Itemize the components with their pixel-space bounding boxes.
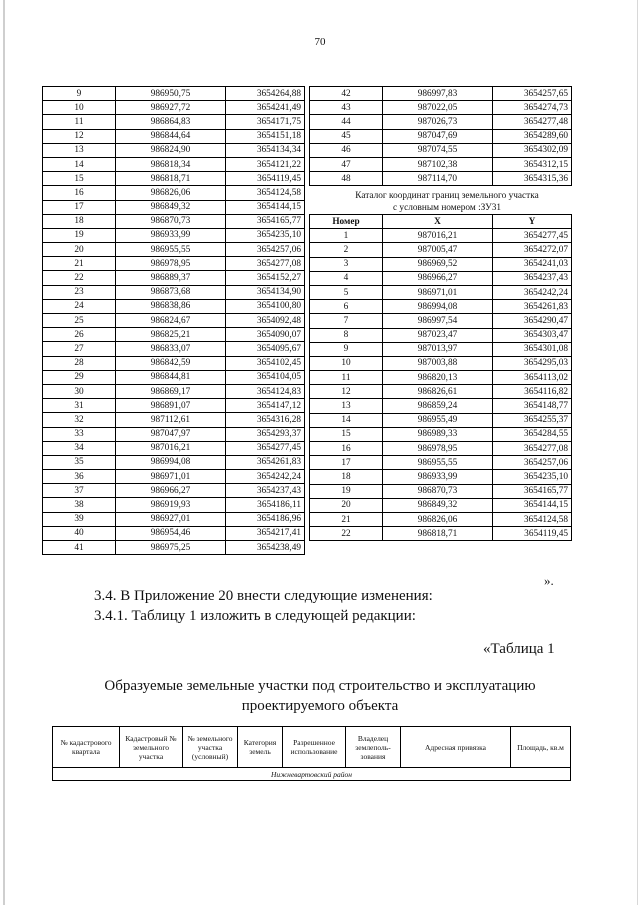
coord-x: 986870,73: [383, 484, 493, 498]
coord-x: 986838,86: [116, 299, 226, 313]
table-row: [43, 271, 305, 285]
table-row: [310, 527, 572, 541]
point-number: 44: [310, 115, 383, 129]
table-row: [310, 115, 572, 129]
coord-x: 987005,47: [383, 243, 493, 257]
coord-y: 3654134,90: [226, 285, 305, 299]
coord-x: 986954,46: [116, 526, 226, 540]
coord-x: 987047,97: [116, 427, 226, 441]
table-row: [310, 243, 572, 257]
table-row: [43, 285, 305, 299]
point-number: 16: [310, 442, 383, 456]
point-number: 38: [43, 498, 116, 512]
coord-x: 987023,47: [383, 328, 493, 342]
point-number: 17: [43, 200, 116, 214]
point-number: 1: [310, 229, 383, 243]
coord-x: 987074,55: [383, 143, 493, 157]
catalog-table-zu31: [309, 214, 572, 541]
point-number: 16: [43, 186, 116, 200]
table-row: [43, 214, 305, 228]
coord-x: 986826,06: [383, 512, 493, 526]
coord-x: 986997,83: [383, 87, 493, 101]
coord-y: 3654315,36: [493, 172, 572, 186]
coord-y: 3654165,77: [226, 214, 305, 228]
coord-x: 986870,73: [116, 214, 226, 228]
point-number: 48: [310, 172, 383, 186]
coord-x: 986820,13: [383, 371, 493, 385]
coord-y: 3654242,24: [493, 285, 572, 299]
point-number: 31: [43, 399, 116, 413]
table-row: [310, 101, 572, 115]
table-row: [43, 399, 305, 413]
coord-x: 987047,69: [383, 129, 493, 143]
coord-x: 986989,33: [383, 427, 493, 441]
point-number: 20: [43, 243, 116, 257]
coord-x: 986994,08: [116, 455, 226, 469]
coord-x: 987112,61: [116, 413, 226, 427]
point-number: 47: [310, 157, 383, 171]
coord-x: 986975,25: [116, 541, 226, 555]
table-row: [43, 228, 305, 242]
coord-y: 3654186,96: [226, 512, 305, 526]
district-name: Нижневартовский район: [53, 768, 571, 781]
point-number: 12: [310, 385, 383, 399]
coord-y: 3654100,80: [226, 299, 305, 313]
coord-y: 3654152,27: [226, 271, 305, 285]
coord-y: 3654119,45: [226, 172, 305, 186]
table-row: [43, 314, 305, 328]
header-land-category: Категория земель: [238, 727, 283, 768]
point-number: 21: [43, 257, 116, 271]
point-number: 9: [43, 87, 116, 101]
coord-y: 3654104,05: [226, 370, 305, 384]
table-row: [310, 143, 572, 157]
coord-y: 3654241,49: [226, 101, 305, 115]
coord-y: 3654092,48: [226, 314, 305, 328]
land-parcels-header-row: [53, 727, 571, 768]
coord-y: 3654290,47: [493, 314, 572, 328]
point-number: 22: [43, 271, 116, 285]
coord-x: 986891,07: [116, 399, 226, 413]
coord-x: 986844,64: [116, 129, 226, 143]
table-row: [310, 314, 572, 328]
point-number: 11: [310, 371, 383, 385]
section-heading-line2: проектируемого объекта: [241, 698, 399, 714]
catalog-table-header-row: [310, 215, 572, 229]
coord-y: 3654124,58: [226, 186, 305, 200]
table-row: [43, 526, 305, 540]
coord-x: 987022,05: [383, 101, 493, 115]
coord-y: 3654113,02: [493, 371, 572, 385]
coord-y: 3654124,58: [493, 512, 572, 526]
coord-x: 986818,34: [116, 157, 226, 171]
coord-y: 3654264,88: [226, 87, 305, 101]
header-y: Y: [493, 215, 572, 229]
point-number: 45: [310, 129, 383, 143]
coord-y: 3654316,28: [226, 413, 305, 427]
paragraph-3-4: 3.4. В Приложение 20 внести следующие изменения:: [94, 588, 433, 604]
table-row: [43, 384, 305, 398]
coord-x: 986824,67: [116, 314, 226, 328]
point-number: 11: [43, 115, 116, 129]
point-number: 6: [310, 300, 383, 314]
coord-y: 3654235,10: [493, 470, 572, 484]
table-row: [310, 442, 572, 456]
point-number: 7: [310, 314, 383, 328]
coord-y: 3654134,34: [226, 143, 305, 157]
coord-y: 3654302,09: [493, 143, 572, 157]
table-row: [310, 371, 572, 385]
table-row: [310, 456, 572, 470]
point-number: 25: [43, 314, 116, 328]
coord-x: 986818,71: [116, 172, 226, 186]
coord-x: 986927,72: [116, 101, 226, 115]
coord-y: 3654144,15: [493, 498, 572, 512]
point-number: 42: [310, 87, 383, 101]
table-row: [43, 200, 305, 214]
coord-y: 3654186,11: [226, 498, 305, 512]
coord-x: 986933,99: [116, 228, 226, 242]
coord-y: 3654151,18: [226, 129, 305, 143]
coord-x: 986826,06: [116, 186, 226, 200]
header-permitted-use: Разрешенное использование: [283, 727, 346, 768]
coord-x: 986966,27: [116, 484, 226, 498]
point-number: 13: [43, 143, 116, 157]
point-number: 3: [310, 257, 383, 271]
header-address: Адресная привязка: [401, 727, 511, 768]
coord-y: 3654303,47: [493, 328, 572, 342]
coordinates-table-left: [42, 86, 305, 555]
table-row: [310, 413, 572, 427]
scan-edge-left: [3, 0, 5, 905]
coord-x: 986844,81: [116, 370, 226, 384]
point-number: 2: [310, 243, 383, 257]
table-row: [310, 300, 572, 314]
point-number: 27: [43, 342, 116, 356]
coord-y: 3654257,65: [493, 87, 572, 101]
coord-y: 3654293,37: [226, 427, 305, 441]
point-number: 46: [310, 143, 383, 157]
header-owner: Владелец землеполь-зования: [346, 727, 401, 768]
point-number: 17: [310, 456, 383, 470]
point-number: 15: [310, 427, 383, 441]
table-row: [310, 427, 572, 441]
coord-x: 986966,27: [383, 271, 493, 285]
header-conditional-number: № земельного участка (условный): [183, 727, 238, 768]
coord-x: 986955,55: [383, 456, 493, 470]
table-row: [310, 342, 572, 356]
point-number: 18: [310, 470, 383, 484]
coord-y: 3654147,12: [226, 399, 305, 413]
coord-y: 3654284,55: [493, 427, 572, 441]
coord-x: 986969,52: [383, 257, 493, 271]
coord-y: 3654272,07: [493, 243, 572, 257]
point-number: 29: [43, 370, 116, 384]
header-number: Номер: [310, 215, 383, 229]
point-number: 20: [310, 498, 383, 512]
coordinates-table-right-top-body: [310, 87, 572, 186]
coord-y: 3654148,77: [493, 399, 572, 413]
point-number: 37: [43, 484, 116, 498]
coord-y: 3654289,60: [493, 129, 572, 143]
coord-x: 986933,99: [383, 470, 493, 484]
point-number: 18: [43, 214, 116, 228]
coord-x: 986950,75: [116, 87, 226, 101]
catalog-caption-line1: Каталог координат границ земельного участка: [355, 191, 539, 201]
coord-x: 986955,49: [383, 413, 493, 427]
table-row: [43, 512, 305, 526]
coord-y: 3654277,08: [493, 442, 572, 456]
table-row: [310, 512, 572, 526]
coord-x: 986833,07: [116, 342, 226, 356]
point-number: 35: [43, 455, 116, 469]
table-row: [310, 385, 572, 399]
coordinates-table-left-body: [43, 87, 305, 555]
coord-x: 986919,93: [116, 498, 226, 512]
section-heading-line1: Образуемые земельные участки под строительство и эксплуатацию: [104, 678, 536, 694]
table-row: [43, 186, 305, 200]
coord-x: 986824,90: [116, 143, 226, 157]
point-number: 32: [43, 413, 116, 427]
coord-x: 986842,59: [116, 356, 226, 370]
table-1-label: «Таблица 1: [483, 641, 555, 657]
table-row: [310, 172, 572, 186]
table-row: [310, 285, 572, 299]
point-number: 21: [310, 512, 383, 526]
catalog-table-body: [310, 229, 572, 541]
table-row: [310, 356, 572, 370]
coord-x: 986849,32: [116, 200, 226, 214]
table-row: [310, 87, 572, 101]
coord-y: 3654171,75: [226, 115, 305, 129]
coord-x: 986971,01: [383, 285, 493, 299]
table-row: [310, 498, 572, 512]
point-number: 30: [43, 384, 116, 398]
coord-y: 3654102,45: [226, 356, 305, 370]
coord-x: 986955,55: [116, 243, 226, 257]
coord-x: 987026,73: [383, 115, 493, 129]
table-row: [43, 356, 305, 370]
point-number: 9: [310, 342, 383, 356]
point-number: 36: [43, 470, 116, 484]
point-number: 34: [43, 441, 116, 455]
coord-x: 986849,32: [383, 498, 493, 512]
table-row: [43, 541, 305, 555]
coord-x: 986869,17: [116, 384, 226, 398]
table-row: [43, 101, 305, 115]
coord-y: 3654277,08: [226, 257, 305, 271]
coord-x: 986818,71: [383, 527, 493, 541]
table-row: [43, 413, 305, 427]
table-row: [310, 271, 572, 285]
coord-x: 987114,70: [383, 172, 493, 186]
table-row: [43, 299, 305, 313]
table-row: [43, 470, 305, 484]
coord-y: 3654238,49: [226, 541, 305, 555]
header-cadastral-quarter: № кадастрового квартала: [53, 727, 120, 768]
coord-x: 986873,68: [116, 285, 226, 299]
table-row: [310, 328, 572, 342]
coord-y: 3654237,43: [493, 271, 572, 285]
point-number: 10: [310, 356, 383, 370]
page-number: 70: [314, 36, 326, 48]
coord-y: 3654274,73: [493, 101, 572, 115]
coord-y: 3654277,45: [226, 441, 305, 455]
table-row: [43, 484, 305, 498]
coord-y: 3654257,06: [493, 456, 572, 470]
point-number: 14: [43, 157, 116, 171]
coord-y: 3654235,10: [226, 228, 305, 242]
paragraph-3-4-1: 3.4.1. Таблицу 1 изложить в следующей редакции:: [94, 608, 416, 624]
point-number: 5: [310, 285, 383, 299]
table-row: [43, 129, 305, 143]
coord-x: 986978,95: [383, 442, 493, 456]
table-row: [43, 87, 305, 101]
land-parcels-table: [52, 726, 571, 781]
coord-y: 3654095,67: [226, 342, 305, 356]
point-number: 43: [310, 101, 383, 115]
coord-x: 986997,54: [383, 314, 493, 328]
table-row: [43, 342, 305, 356]
coord-x: 986927,01: [116, 512, 226, 526]
coord-x: 986889,37: [116, 271, 226, 285]
point-number: 33: [43, 427, 116, 441]
coord-y: 3654295,03: [493, 356, 572, 370]
table-row: [310, 129, 572, 143]
coord-y: 3654217,41: [226, 526, 305, 540]
table-row: [43, 427, 305, 441]
table-row: [310, 229, 572, 243]
coord-x: 986978,95: [116, 257, 226, 271]
catalog-caption-line2: с условным номером :ЗУ31: [392, 203, 501, 213]
coord-x: 987003,88: [383, 356, 493, 370]
header-cadastral-number: Кадастровый № земельного участка: [120, 727, 183, 768]
coord-x: 986864,83: [116, 115, 226, 129]
point-number: 40: [43, 526, 116, 540]
coord-y: 3654241,03: [493, 257, 572, 271]
coord-y: 3654312,15: [493, 157, 572, 171]
point-number: 23: [43, 285, 116, 299]
table-row: [43, 455, 305, 469]
point-number: 39: [43, 512, 116, 526]
coord-x: 987016,21: [116, 441, 226, 455]
table-row: [43, 498, 305, 512]
coord-x: 986859,24: [383, 399, 493, 413]
point-number: 41: [43, 541, 116, 555]
point-number: 8: [310, 328, 383, 342]
scan-edge-right: [637, 0, 638, 905]
district-row: [53, 768, 571, 781]
coord-y: 3654261,83: [226, 455, 305, 469]
coord-x: 987102,38: [383, 157, 493, 171]
coord-y: 3654277,45: [493, 229, 572, 243]
point-number: 19: [310, 484, 383, 498]
point-number: 4: [310, 271, 383, 285]
coord-y: 3654237,43: [226, 484, 305, 498]
table-row: [43, 243, 305, 257]
point-number: 15: [43, 172, 116, 186]
coord-x: 987016,21: [383, 229, 493, 243]
table-row: [310, 157, 572, 171]
point-number: 19: [43, 228, 116, 242]
coord-x: 986825,21: [116, 328, 226, 342]
coord-y: 3654090,07: [226, 328, 305, 342]
coord-x: 986826,61: [383, 385, 493, 399]
point-number: 24: [43, 299, 116, 313]
table-row: [43, 257, 305, 271]
coord-y: 3654242,24: [226, 470, 305, 484]
table-row: [43, 370, 305, 384]
coord-y: 3654257,06: [226, 243, 305, 257]
coordinates-table-right-top: [309, 86, 572, 186]
coord-x: 986971,01: [116, 470, 226, 484]
point-number: 26: [43, 328, 116, 342]
table-row: [43, 172, 305, 186]
coord-y: 3654116,82: [493, 385, 572, 399]
table-row: [43, 328, 305, 342]
coord-x: 987013,97: [383, 342, 493, 356]
coord-y: 3654277,48: [493, 115, 572, 129]
point-number: 10: [43, 101, 116, 115]
coord-x: 986994,08: [383, 300, 493, 314]
table-row: [43, 143, 305, 157]
coord-y: 3654165,77: [493, 484, 572, 498]
header-area: Площадь, кв.м: [511, 727, 571, 768]
point-number: 22: [310, 527, 383, 541]
point-number: 14: [310, 413, 383, 427]
coord-y: 3654124,83: [226, 384, 305, 398]
table-row: [43, 157, 305, 171]
point-number: 12: [43, 129, 116, 143]
point-number: 28: [43, 356, 116, 370]
coord-y: 3654144,15: [226, 200, 305, 214]
closing-quote: ».: [544, 573, 554, 588]
table-row: [43, 115, 305, 129]
coord-y: 3654261,83: [493, 300, 572, 314]
table-row: [310, 257, 572, 271]
table-row: [310, 470, 572, 484]
coord-y: 3654119,45: [493, 527, 572, 541]
table-row: [43, 441, 305, 455]
coord-y: 3654121,22: [226, 157, 305, 171]
coord-y: 3654255,37: [493, 413, 572, 427]
table-row: [310, 484, 572, 498]
coord-y: 3654301,08: [493, 342, 572, 356]
header-x: X: [383, 215, 493, 229]
table-row: [310, 399, 572, 413]
point-number: 13: [310, 399, 383, 413]
